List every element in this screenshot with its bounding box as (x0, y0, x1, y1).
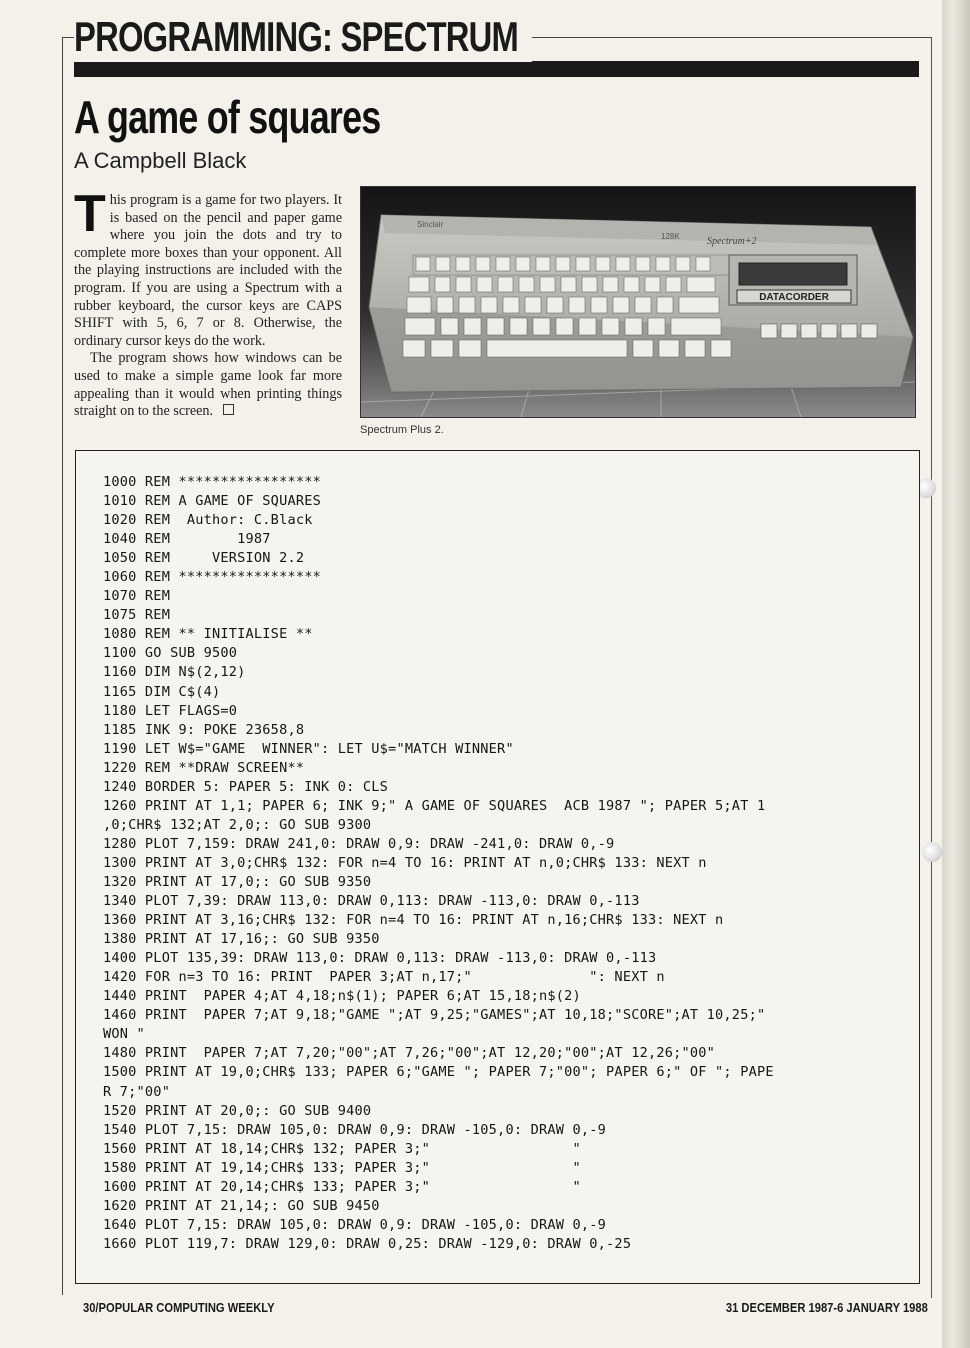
end-mark-icon (223, 404, 234, 415)
gutter-rule (931, 38, 932, 1298)
code-line: 1620 PRINT AT 21,14;: GO SUB 9450 (103, 1197, 380, 1214)
section-title: PROGRAMMING: SPECTRUM (74, 12, 532, 62)
code-line: 1420 FOR n=3 TO 16: PRINT PAPER 3;AT n,17;" ": NEXT n (103, 969, 665, 986)
sinclair-label: Sinclair (417, 220, 444, 229)
intro-paragraph-text: his program is a game for two players. It is based on the pencil and paper game where you join the dots and try to complete more boxes than your opponent. All the playing instructions are included with the program. If you are using a Spectrum with a rubber keyboard, the cursor keys are CAPS SHIFT with 5, 6, 7 or 8. Otherwise, the ordinary cursor keys do the work. (74, 192, 342, 349)
code-line: 1360 PRINT AT 3,16;CHR$ 132: FOR n=4 TO 16: PRINT AT n,16;CHR$ 133: NEXT n (103, 912, 724, 929)
code-line: 1660 PLOT 119,7: DRAW 129,0: DRAW 0,25: DRAW -129,0: DRAW 0,-25 (103, 1235, 632, 1252)
code-line: 1300 PRINT AT 3,0;CHR$ 132: FOR n=4 TO 16: PRINT AT n,0;CHR$ 133: NEXT n (103, 854, 707, 871)
drop-cap: T (74, 185, 106, 243)
footer-date: 31 DECEMBER 1987-6 JANUARY 1988 (726, 1300, 928, 1315)
code-line: 1380 PRINT AT 17,16;: GO SUB 9350 (103, 931, 380, 948)
photo-caption: Spectrum Plus 2. (360, 424, 444, 436)
intro-paragraph (74, 185, 342, 350)
code-line: 1020 REM Author: C.Black (103, 512, 313, 529)
code-line: 1280 PLOT 7,159: DRAW 241,0: DRAW 0,9: DRAW -241,0: DRAW 0,-9 (103, 835, 615, 852)
footer-publication: 30/POPULAR COMPUTING WEEKLY (83, 1300, 275, 1315)
code-line: 1540 PLOT 7,15: DRAW 105,0: DRAW 0,9: DRAW -105,0: DRAW 0,-9 (103, 1121, 607, 1138)
code-line: 1000 REM ***************** (103, 474, 321, 490)
code-line: 1600 PRINT AT 20,14;CHR$ 133; PAPER 3;" " (103, 1178, 581, 1195)
article-author: A Campbell Black (74, 148, 247, 173)
code-line: 1440 PRINT PAPER 4;AT 4,18;n$(1); PAPER 6;AT 15,18;n$(2) (103, 988, 581, 1005)
code-line: 1400 PLOT 135,39: DRAW 113,0: DRAW 0,113: DRAW -113,0: DRAW 0,-113 (103, 950, 657, 967)
intro-paragraph-text: The program shows how windows can be used to make a simple game look far more appealing than it would when printing things straight on to the screen. (74, 350, 342, 420)
datacorder-label: DATACORDER (759, 292, 829, 303)
code-line: 1050 REM VERSION 2.2 (103, 550, 305, 567)
code-line: 1080 REM ** INITIALISE ** (103, 626, 313, 643)
brand-label: Spectrum+2 (707, 236, 757, 247)
code-line: 1480 PRINT PAPER 7;AT 7,20;"00";AT 7,26;"00";AT 12,20;"00";AT 12,26;"00" (103, 1045, 716, 1062)
code-line: WON " (103, 1026, 145, 1043)
code-line: 1500 PRINT AT 19,0;CHR$ 133; PAPER 6;"GAME "; PAPER 7;"00"; PAPER 6;" OF "; PAPE (103, 1064, 774, 1081)
code-line: 1060 REM ***************** (103, 569, 321, 586)
code-line: 1070 REM (103, 588, 171, 605)
page-gutter (942, 0, 970, 1348)
code-line: 1185 INK 9: POKE 23658,8 (103, 721, 305, 738)
code-line: 1040 REM 1987 (103, 531, 271, 548)
article-headline: A game of squares (74, 91, 381, 143)
article-intro (74, 185, 342, 421)
code-line: 1220 REM **DRAW SCREEN** (103, 759, 305, 776)
code-line: 1100 GO SUB 9500 (103, 645, 238, 662)
code-line: 1160 DIM N$(2,12) (103, 664, 246, 681)
code-line: R 7;"00" (103, 1083, 171, 1100)
binding-hole (922, 842, 942, 862)
code-line: 1560 PRINT AT 18,14;CHR$ 132; PAPER 3;" " (103, 1140, 581, 1157)
code-line: 1190 LET W$="GAME WINNER": LET U$="MATCH WINNER" (103, 740, 514, 757)
code-line: ,0;CHR$ 132;AT 2,0;: GO SUB 9300 (103, 816, 372, 833)
spectrum-photo (360, 186, 916, 418)
code-line: 1580 PRINT AT 19,14;CHR$ 133; PAPER 3;" " (103, 1159, 581, 1176)
code-line: 1075 REM (103, 607, 171, 624)
header-thick-rule (74, 61, 919, 77)
code-block (103, 473, 774, 1254)
code-line: 1640 PLOT 7,15: DRAW 105,0: DRAW 0,9: DRAW -105,0: DRAW 0,-9 (103, 1216, 607, 1233)
code-line: 1460 PRINT PAPER 7;AT 9,18;"GAME ";AT 9,25;"GAMES";AT 10,18;"SCORE";AT 10,25;" (103, 1007, 766, 1024)
code-line: 1180 LET FLAGS=0 (103, 702, 238, 719)
intro-paragraph (74, 350, 342, 420)
code-line: 1320 PRINT AT 17,0;: GO SUB 9350 (103, 873, 372, 890)
spectrum-plus2-illustration (361, 187, 915, 417)
code-line: 1240 BORDER 5: PAPER 5: INK 0: CLS (103, 778, 389, 795)
code-line: 1165 DIM C$(4) (103, 683, 221, 700)
model-label: 128K (661, 232, 680, 241)
code-line: 1260 PRINT AT 1,1; PAPER 6; INK 9;" A GAME OF SQUARES ACB 1987 "; PAPER 5;AT 1 (103, 797, 766, 814)
code-line: 1520 PRINT AT 20,0;: GO SUB 9400 (103, 1102, 372, 1119)
code-line: 1340 PLOT 7,39: DRAW 113,0: DRAW 0,113: DRAW -113,0: DRAW 0,-113 (103, 893, 640, 910)
left-margin-rule (62, 37, 63, 1295)
program-listing (75, 450, 920, 1284)
code-line: 1010 REM A GAME OF SQUARES (103, 493, 321, 510)
